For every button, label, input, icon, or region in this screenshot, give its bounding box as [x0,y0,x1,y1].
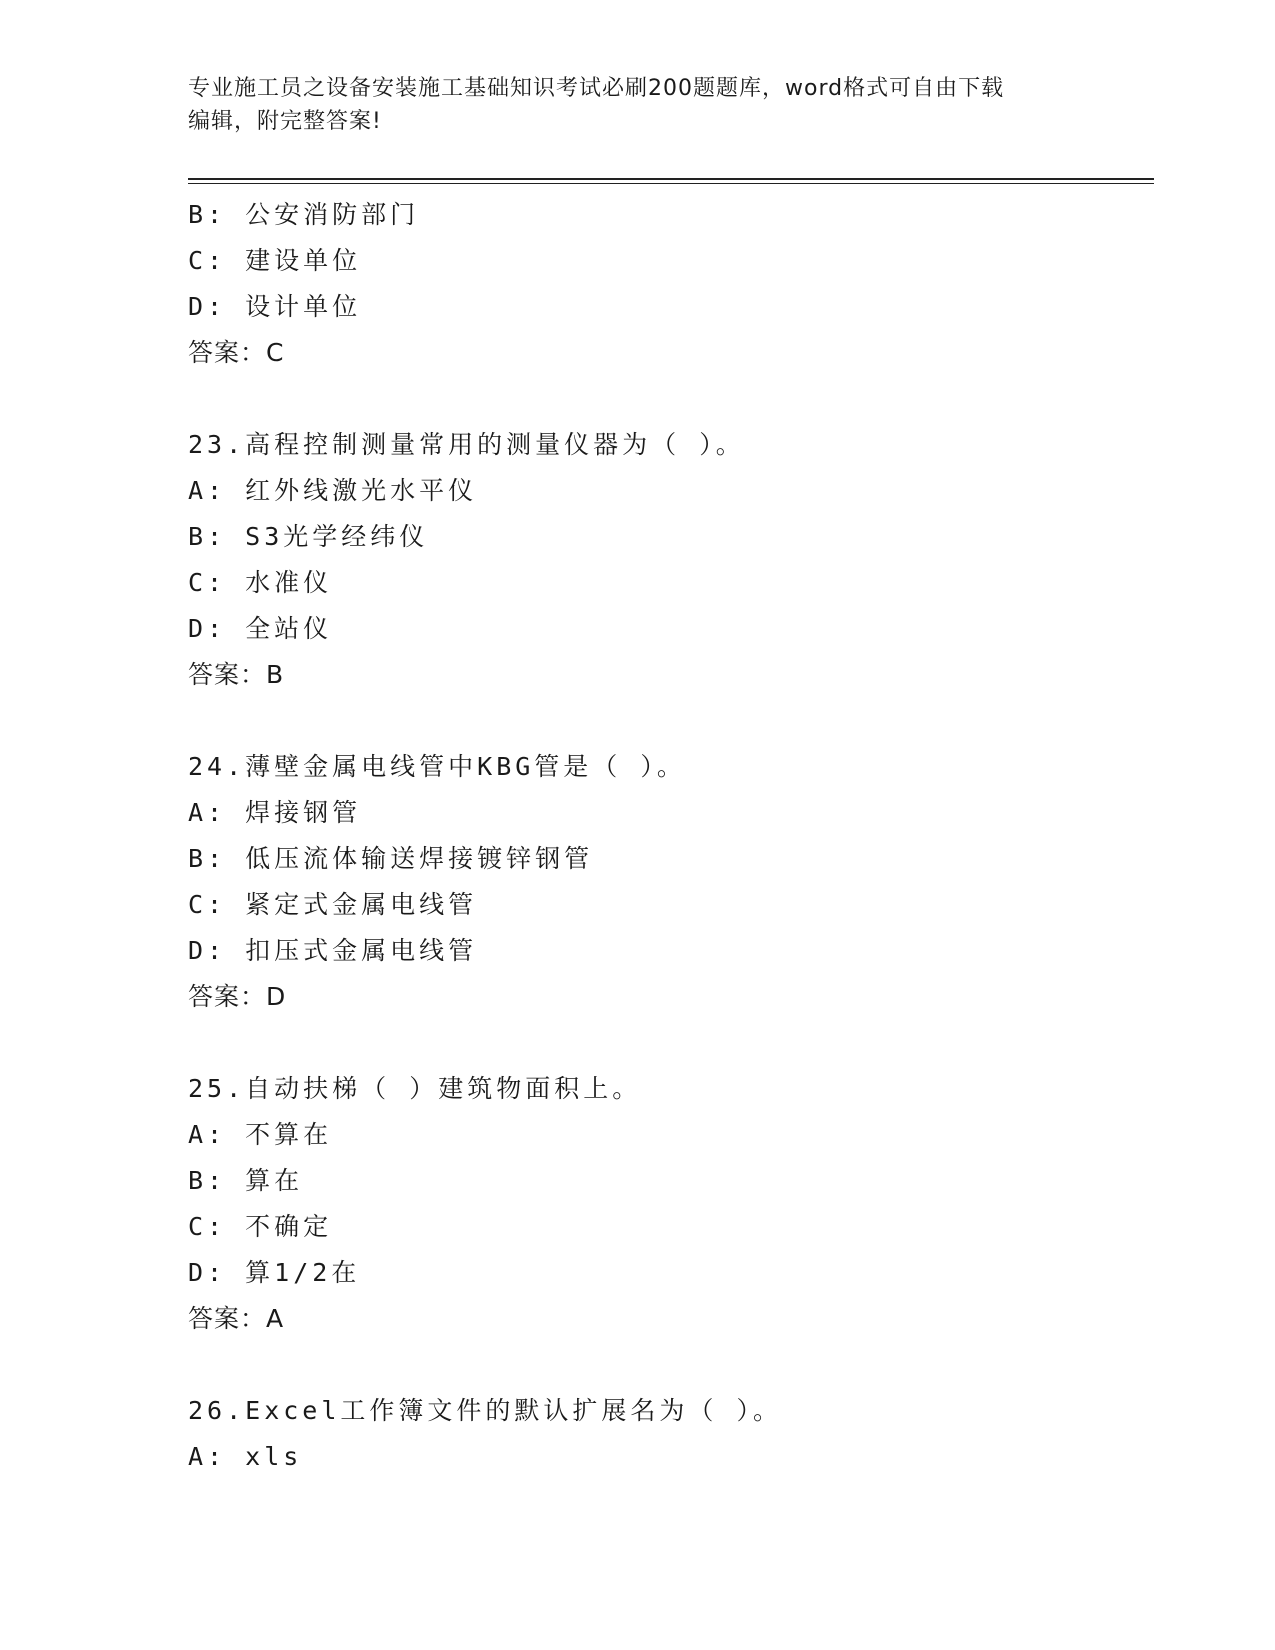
question-24-option-d: D: 扣压式金属电线管 [188,936,478,965]
question-26-text: 26.Excel工作簿文件的默认扩展名为（ ）。 [188,1396,782,1425]
header-title-line-2: 编辑，附完整答案! [188,109,382,134]
question-23-option-a: A: 红外线激光水平仪 [188,476,478,505]
question-25-block [188,1066,1154,1342]
question-25-answer: 答案：A [188,1304,285,1333]
question-spacer [188,698,1154,744]
question-23-option-c: C: 水准仪 [188,568,333,597]
question-23-option-d: D: 全站仪 [188,614,333,643]
question-25-option-b: B: 算在 [188,1166,304,1195]
question-22-option-d: D: 设计单位 [188,292,362,321]
question-25-option-d: D: 算1/2在 [188,1258,361,1287]
question-24-text: 24.薄壁金属电线管中KBG管是（ ）。 [188,752,686,781]
question-24-answer: 答案：D [188,982,287,1011]
question-24-block [188,744,1154,1020]
question-25-text: 25.自动扶梯（ ）建筑物面积上。 [188,1074,642,1103]
question-spacer [188,1020,1154,1066]
question-22-option-c: C: 建设单位 [188,246,362,275]
question-25-option-a: A: 不算在 [188,1120,333,1149]
question-26-block [188,1388,1154,1480]
header-title-line-1: 专业施工员之设备安装施工基础知识考试必刷200题题库，word格式可自由下载 [188,76,1005,101]
question-23-option-b: B: S3光学经纬仪 [188,522,429,551]
question-26-option-a: A: xls [188,1442,303,1471]
question-list [188,192,1154,1480]
question-spacer [188,1342,1154,1388]
question-22-option-b: B: 公安消防部门 [188,200,420,229]
question-23-text: 23.高程控制测量常用的测量仪器为（ ）。 [188,430,745,459]
question-24-option-a: A: 焊接钢管 [188,798,362,827]
header-divider-thin [188,183,1154,184]
document-header [188,72,1068,138]
question-24-option-c: C: 紧定式金属电线管 [188,890,478,919]
question-23-block [188,422,1154,698]
question-23-answer: 答案：B [188,660,285,689]
question-22-answer: 答案：C [188,338,285,367]
header-divider-thick [188,178,1154,180]
question-24-option-b: B: 低压流体输送焊接镀锌钢管 [188,844,594,873]
question-spacer [188,376,1154,422]
question-22-block [188,192,1154,376]
question-25-option-c: C: 不确定 [188,1212,333,1241]
